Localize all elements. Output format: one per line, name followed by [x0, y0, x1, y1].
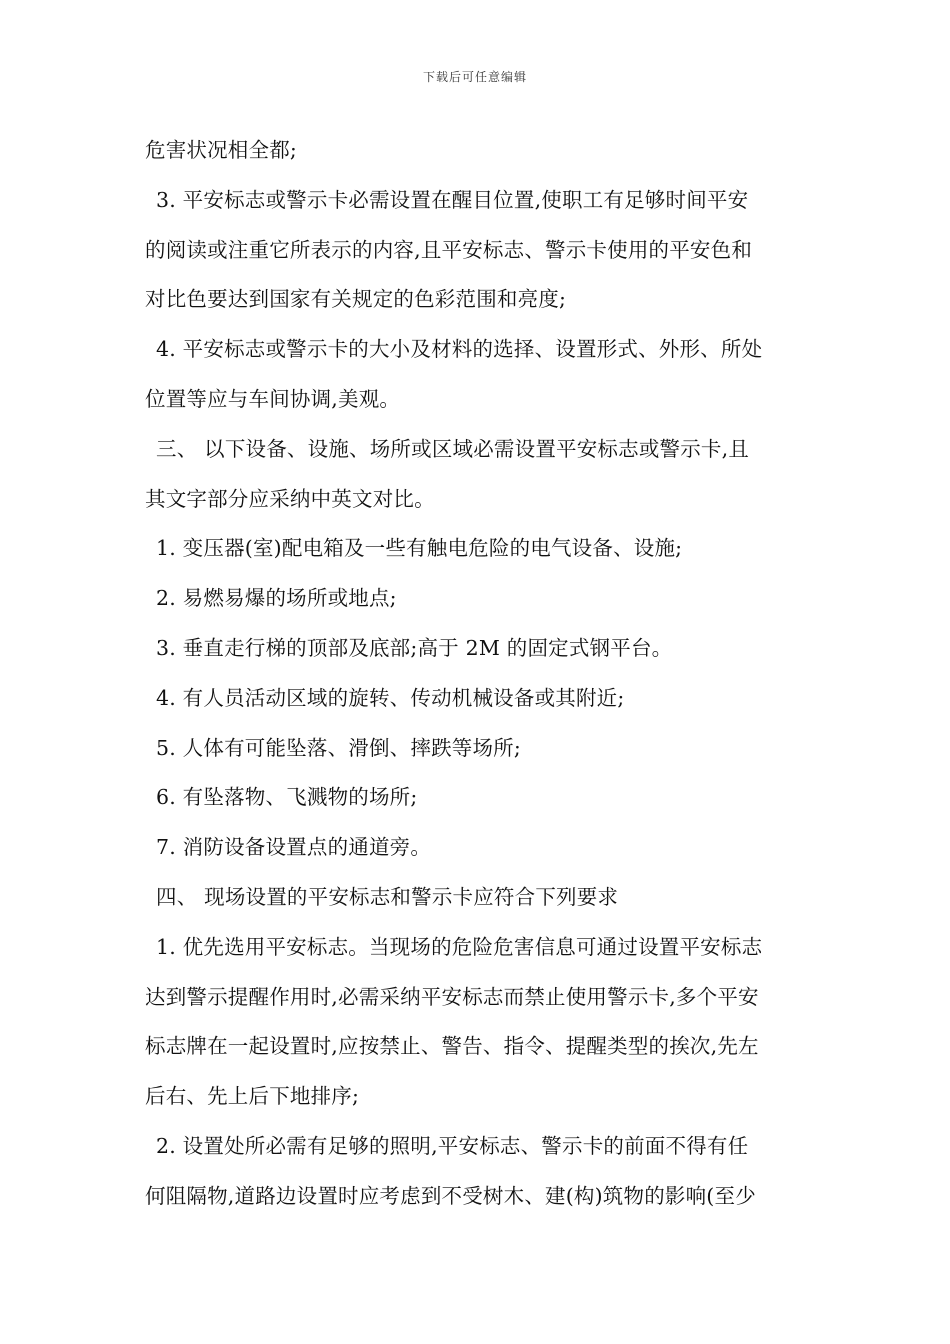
section-heading: 四、 现场设置的平安标志和警示卡应符合下列要求 [156, 884, 619, 909]
list-item: 3. 垂直走行梯的顶部及底部;高于 2M 的固定式钢平台。 [156, 635, 673, 660]
list-item: 6. 有坠落物、飞溅物的场所; [156, 785, 418, 810]
document-body [145, 126, 810, 1222]
text-line: 4. 平安标志或警示卡的大小及材料的选择、设置形式、外形、所处 [156, 337, 763, 362]
text-line: 3. 平安标志或警示卡必需设置在醒目位置,使职工有足够时间平安 [156, 187, 749, 212]
text-line: 其文字部分应采纳中英文对比。 [145, 486, 435, 511]
text-line: 对比色要达到国家有关规定的色彩范围和亮度; [145, 287, 567, 312]
list-item: 7. 消防设备设置点的通道旁。 [156, 835, 432, 860]
list-item: 1. 优先选用平安标志。当现场的危险危害信息可通过设置平安标志 [156, 934, 763, 959]
list-item: 2. 易燃易爆的场所或地点; [156, 586, 397, 611]
text-line: 位置等应与车间协调,美观。 [145, 386, 401, 411]
text-line: 的阅读或注重它所表示的内容,且平安标志、警示卡使用的平安色和 [145, 237, 753, 262]
text-line: 标志牌在一起设置时,应按禁止、警告、指令、提醒类型的挨次,先左 [145, 1034, 759, 1059]
text-line: 何阻隔物,道路边设置时应考虑到不受树木、建(构)筑物的影响(至少 [145, 1183, 756, 1208]
text-line: 达到警示提醒作用时,必需采纳平安标志而禁止使用警示卡,多个平安 [145, 984, 759, 1009]
list-item: 5. 人体有可能坠落、滑倒、摔跌等场所; [156, 735, 521, 760]
list-item: 1. 变压器(室)配电箱及一些有触电危险的电气设备、设施; [156, 536, 683, 561]
section-heading: 三、 以下设备、设施、场所或区域必需设置平安标志或警示卡,且 [156, 436, 750, 461]
page-header-note: 下载后可任意编辑 [422, 70, 527, 84]
text-line: 危害状况相全都; [145, 138, 298, 162]
list-item: 4. 有人员活动区域的旋转、传动机械设备或其附近; [156, 685, 625, 710]
list-item: 2. 设置处所必需有足够的照明,平安标志、警示卡的前面不得有任 [156, 1133, 749, 1158]
text-line: 后右、先上后下地排序; [145, 1084, 360, 1109]
